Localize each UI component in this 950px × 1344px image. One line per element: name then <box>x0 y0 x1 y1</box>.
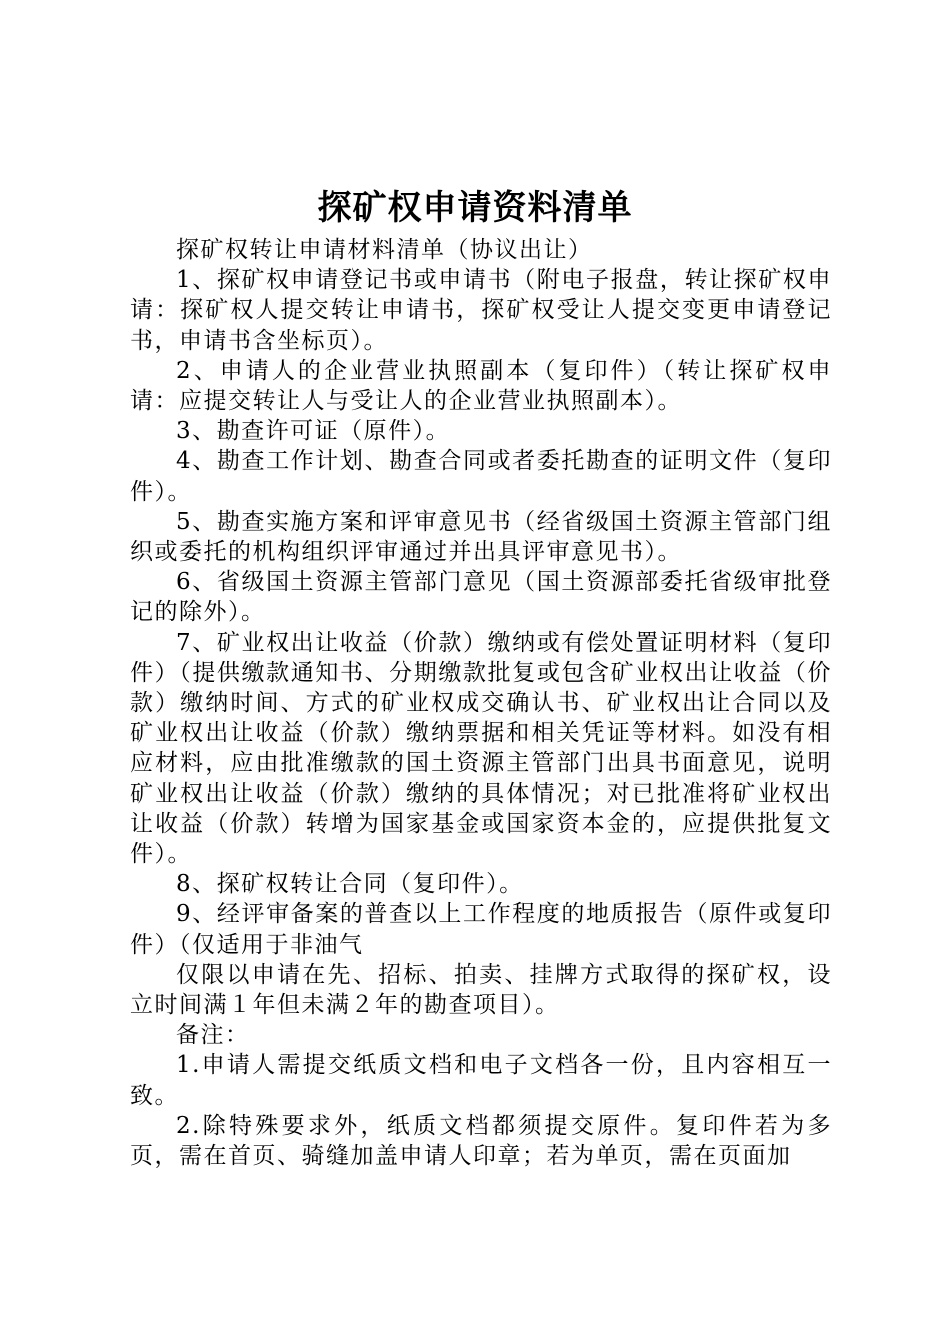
paragraph-item-4: 4、勘查工作计划、勘查合同或者委托勘查的证明文件（复印件）。 <box>130 448 832 505</box>
document-title: 探矿权申请资料清单 <box>317 188 633 228</box>
paragraph-item-6: 6、省级国土资源主管部门意见（国土资源部委托省级审批登记的除外）。 <box>130 569 832 626</box>
paragraph-item-9: 9、经评审备案的普查以上工作程度的地质报告（原件或复印件）（仅适用于非油气 <box>130 901 832 958</box>
paragraph-note-1: 1.申请人需提交纸质文档和电子文档各一份，且内容相互一致。 <box>130 1052 832 1109</box>
paragraph-item-7: 7、矿业权出让收益（价款）缴纳或有偿处置证明材料（复印件）（提供缴款通知书、分期缴款批复或包含矿业权出让收益（价款）缴纳时间、方式的矿业权成交确认书、矿业权出让合同以及矿业权出让收益（价款）缴纳票据和相关凭证等材料。如没有相应材料，应由批准缴款的国土资源主管部门出具书面意见，说明矿业权出让收益（价款）缴纳的具体情况；对已批准将矿业权出让收益（价款）转增为国家基金或国家资本金的，应提供批复文件）。 <box>130 629 832 868</box>
paragraph-item-2: 2、申请人的企业营业执照副本（复印件）（转让探矿权申请：应提交转让人与受让人的企业营业执照副本）。 <box>130 357 832 415</box>
document-body <box>130 235 832 1171</box>
paragraph-notes-heading: 备注： <box>176 1022 250 1049</box>
paragraph-item-8: 8、探矿权转让合同（复印件）。 <box>176 871 524 898</box>
paragraph-subtitle: 探矿权转让申请材料清单（协议出让） <box>176 237 593 263</box>
paragraph-note-2: 2.除特殊要求外，纸质文档都须提交原件。复印件若为多页，需在首页、骑缝加盖申请人印章；若为单页，需在页面加 <box>130 1112 832 1170</box>
paragraph-item-5: 5、勘查实施方案和评审意见书（经省级国土资源主管部门组织或委托的机构组织评审通过并出具评审意见书）。 <box>130 508 832 566</box>
paragraph-item-9-continued: 仅限以申请在先、招标、拍卖、挂牌方式取得的探矿权，设立时间满１年但未满２年的勘查项目）。 <box>130 961 832 1019</box>
paragraph-item-3: 3、勘查许可证（原件）。 <box>176 418 451 445</box>
paragraph-item-1: 1、探矿权申请登记书或申请书（附电子报盘，转让探矿权申请：探矿权人提交转让申请书，探矿权受让人提交变更申请登记书，申请书含坐标页）。 <box>130 267 832 354</box>
